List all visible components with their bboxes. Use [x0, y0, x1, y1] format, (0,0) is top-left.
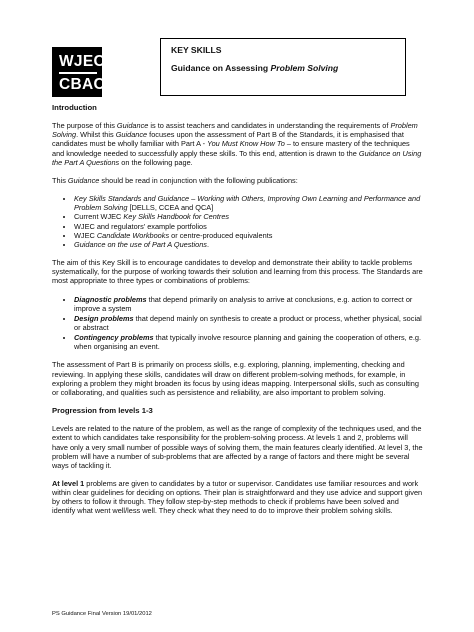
intro-paragraph-2: This Guidance should be read in conjunction with the following publications: [52, 175, 298, 185]
intro-paragraph-3: The aim of this Key Skill is to encourage candidates to develop and demonstrate their ability to tackle problems systematically, for the purpose of working towards their solution and learning from this process. The Standards are most appropriate to three types or combinations of problems: [52, 258, 423, 286]
progression-heading: Progression from levels 1-3 [52, 406, 153, 416]
list-item: • Current WJEC Key Skills Handbook for Centres [74, 212, 424, 221]
footer-version: PS Guidance Final Version 19/01/2012 [52, 611, 152, 617]
logo-line-1: WJEC [59, 53, 105, 70]
list-item: • Key Skills Standards and Guidance – Working with Others, Improving Own Learning and Performance and Problem Solving [DELLS, CCEA and QCA] [74, 194, 424, 212]
list-item: • WJEC Candidate Workbooks or centre-produced equivalents [74, 231, 424, 240]
list-item: • Guidance on the use of Part A Questions. [74, 240, 424, 249]
logo-rule [59, 72, 97, 74]
list-item: • Design problems that depend mainly on synthesis to create a product or process, whether physical, social or abstract [74, 314, 424, 332]
wjec-cbac-logo [52, 47, 105, 97]
problem-types-list [52, 295, 424, 352]
intro-paragraph-1: The purpose of this Guidance is to assist teachers and candidates in understanding the requirements of Problem Solving. Whilst this Guidance focuses upon the assessment of Part B of the Standards, it is emphasised that candidates must be wholly familiar with Part A - You Must Know How To – to ensure mastery of the techniques and knowledge needed to successfully apply these skills. To this end, attention is drawn to the Guidance on Using the Part A Questions on the following page. [52, 121, 422, 167]
progression-paragraph-1: Levels are related to the nature of the problem, as well as the range of complexity of the techniques used, and the extent to which candidates take responsibility for the problem-solving process. At levels 1 and 2, problems will have only a very small number of possible ways of solving them, the main features clearly identified. At level 3, the problem will have a number of sub-problems that are affected by a range of factors and there might be several ways of tackling it. [52, 424, 423, 470]
list-item: • Diagnostic problems that depend primarily on analysis to arrive at conclusions, e.g. action to correct or improve a system [74, 295, 424, 313]
progression-paragraph-2: At level 1 problems are given to candidates by a tutor or supervisor. Candidates use familiar resources and work within clear guidelines for deciding on options. Their plan is straightforward and they use advice and support given by others to follow it through. They follow step-by-step methods to check if problems have been solved and identify what went well/less well. They check what they need to do to improve their problem solving skills. [52, 479, 423, 516]
intro-paragraph-4: The assessment of Part B is primarily on process skills, e.g. exploring, planning, implementing, checking and reviewing. In applying these skills, candidates will draw on different problem-solving methods, for example, in exploring a problem they might broaden its focus by using ideas mapping. Interpersonal skills, such as consulting or collaborating, and qualities such as persistence and reliability, are also important to problem solving. [52, 360, 419, 397]
header-subtitle: Guidance on Assessing Problem Solving [171, 63, 339, 73]
document-body [52, 103, 424, 525]
logo-line-2: CBAC [59, 76, 105, 93]
header-title: KEY SKILLS [171, 45, 222, 55]
intro-heading: Introduction [52, 103, 97, 112]
list-item: • Contingency problems that typically involve resource planning and gaining the cooperation of others, e.g. when organising an event. [74, 333, 424, 351]
list-item: • WJEC and regulators’ example portfolios [74, 222, 424, 231]
document-header-box [160, 38, 406, 96]
publications-list [52, 194, 424, 249]
